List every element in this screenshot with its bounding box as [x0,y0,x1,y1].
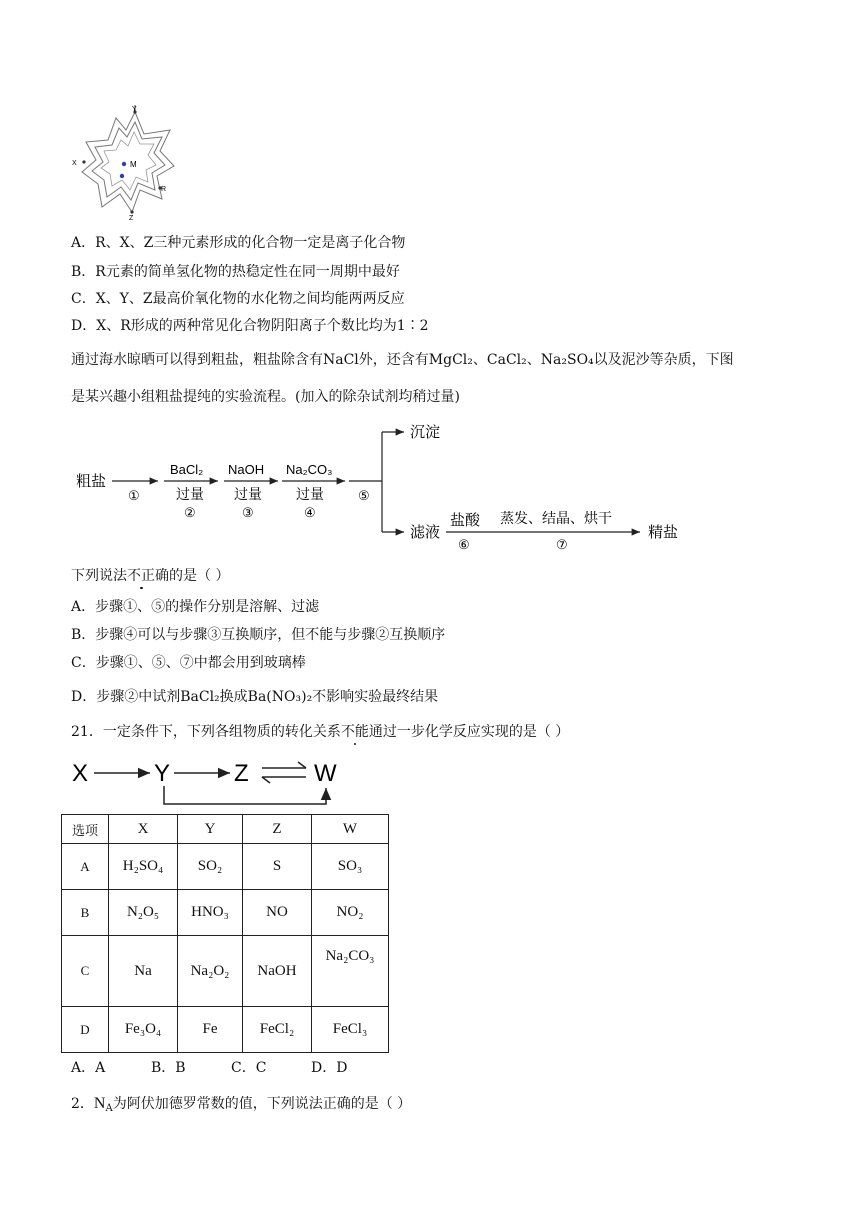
conversion-scheme [70,756,370,808]
table-cell: H₂SO₄ [109,844,178,890]
flow-excess-4: 过量 [296,486,324,502]
q21-answer-d: D．D [311,1060,348,1076]
q20-option-c: C．步骤①、⑤、⑦中都会用到玻璃棒 [71,655,306,671]
options-table [61,814,389,1053]
flow-reagent-naoh: NaOH [228,462,265,477]
table-header: 选项 [62,815,109,844]
scheme-w: W [314,760,337,787]
purification-flowchart [70,418,690,550]
label-z: Z [129,215,134,222]
flow-start: 粗盐 [76,473,107,490]
scheme-y: Y [154,760,171,787]
electron-dot [122,162,126,166]
point-x [82,160,85,163]
table-cell: Fe₃O₄ [109,1007,178,1053]
table-row [62,844,389,890]
flow-excess-3: 过量 [234,486,262,502]
label-r: R [161,186,167,193]
q21-answer-c: C．C [231,1060,267,1076]
point-z [130,210,133,213]
scheme-x: X [72,760,89,787]
table-header: X [109,815,178,844]
option-d: D．X、R形成的两种常见化合物阴阳离子个数比均为1∶2 [71,318,429,334]
table-cell: NO₂ [312,890,389,936]
q2-question: 2．$N_A$为阿伏加德罗常数的值，下列说法正确的是（ ） [71,1095,412,1114]
table-cell: HNO₃ [178,890,243,936]
table-cell: NO [243,890,312,936]
star-figure [70,104,180,222]
flow-reagent-bacl2: BaCl₂ [170,462,204,477]
option-b: B．R元素的简单氢化物的热稳定性在同一周期中最好 [71,264,400,280]
label-m: M [130,160,137,169]
flow-step6: ⑥ [458,537,470,550]
table-header-row [62,815,389,844]
q20-option-d: D．步骤②中试剂BaCl₂换成Ba(NO₃)₂不影响实验最终结果 [71,689,439,705]
table-cell: Na₂CO₃ [312,936,389,1007]
q20-option-a: A．步骤①、⑤的操作分别是溶解、过滤 [71,599,320,615]
flow-step5: ⑤ [358,488,370,503]
flow-excess-2: 过量 [176,486,204,502]
flow-precipitate: 沉淀 [410,424,441,441]
q21-answer-a: A．A [71,1060,106,1076]
option-c: C．X、Y、Z最高价氧化物的水化物之间均能两两反应 [71,291,405,307]
q21-question: 21．一定条件下，下列各组物质的转化关系不能通过一步化学反应实现的是（ ） [71,724,570,740]
flow-product: 精盐 [648,524,679,541]
table-cell: N₂O₅ [109,890,178,936]
label-x: X [72,160,77,167]
table-cell: FeCl₃ [312,1007,389,1053]
flow-step1: ① [128,488,140,503]
table-row [62,890,389,936]
flow-hcl: 盐酸 [450,512,481,529]
electron-dot [120,174,124,178]
table-cell: Na₂O₂ [178,936,243,1007]
table-cell: SO₂ [178,844,243,890]
label-y: Y [132,106,137,113]
table-cell: D [62,1007,109,1053]
outer-star [82,112,174,212]
flow-evaporate: 蒸发、结晶、烘干 [500,510,612,526]
table-row [62,936,389,1007]
q20-option-b: B．步骤④可以与步骤③互换顺序，但不能与步骤②互换顺序 [71,627,446,643]
q21-answer-b: B．B [151,1060,186,1076]
table-cell: NaOH [243,936,312,1007]
table-cell: FeCl₂ [243,1007,312,1053]
table-cell: Na [109,936,178,1007]
table-cell: A [62,844,109,890]
scheme-z: Z [234,760,249,787]
table-cell: C [62,936,109,1007]
q20-intro-line1: 通过海水晾晒可以得到粗盐，粗盐除含有NaCl外，还含有MgCl₂、CaCl₂、Na₂SO₄以及泥沙等杂质，下图 [71,352,734,368]
flow-step2: ② [184,505,196,520]
q20-question: 下列说法不正确的是（ ） [71,568,230,584]
table-header: W [312,815,389,844]
table-cell: SO₃ [312,844,389,890]
flow-filtrate: 滤液 [410,524,441,541]
flow-reagent-na2co3: Na₂CO₃ [286,462,333,477]
table-cell: S [243,844,312,890]
flow-step7: ⑦ [556,537,568,550]
equilibrium-arrow [262,762,306,783]
table-header: Z [243,815,312,844]
flow-step4: ④ [304,505,316,520]
table-row [62,1007,389,1053]
q20-intro-line2: 是某兴趣小组粗盐提纯的实验流程。(加入的除杂试剂均稍过量) [71,389,460,405]
table-header: Y [178,815,243,844]
table-cell: B [62,890,109,936]
table-cell: Fe [178,1007,243,1053]
flow-step3: ③ [242,505,254,520]
option-a: A．R、X、Z三种元素形成的化合物一定是离子化合物 [71,235,406,251]
